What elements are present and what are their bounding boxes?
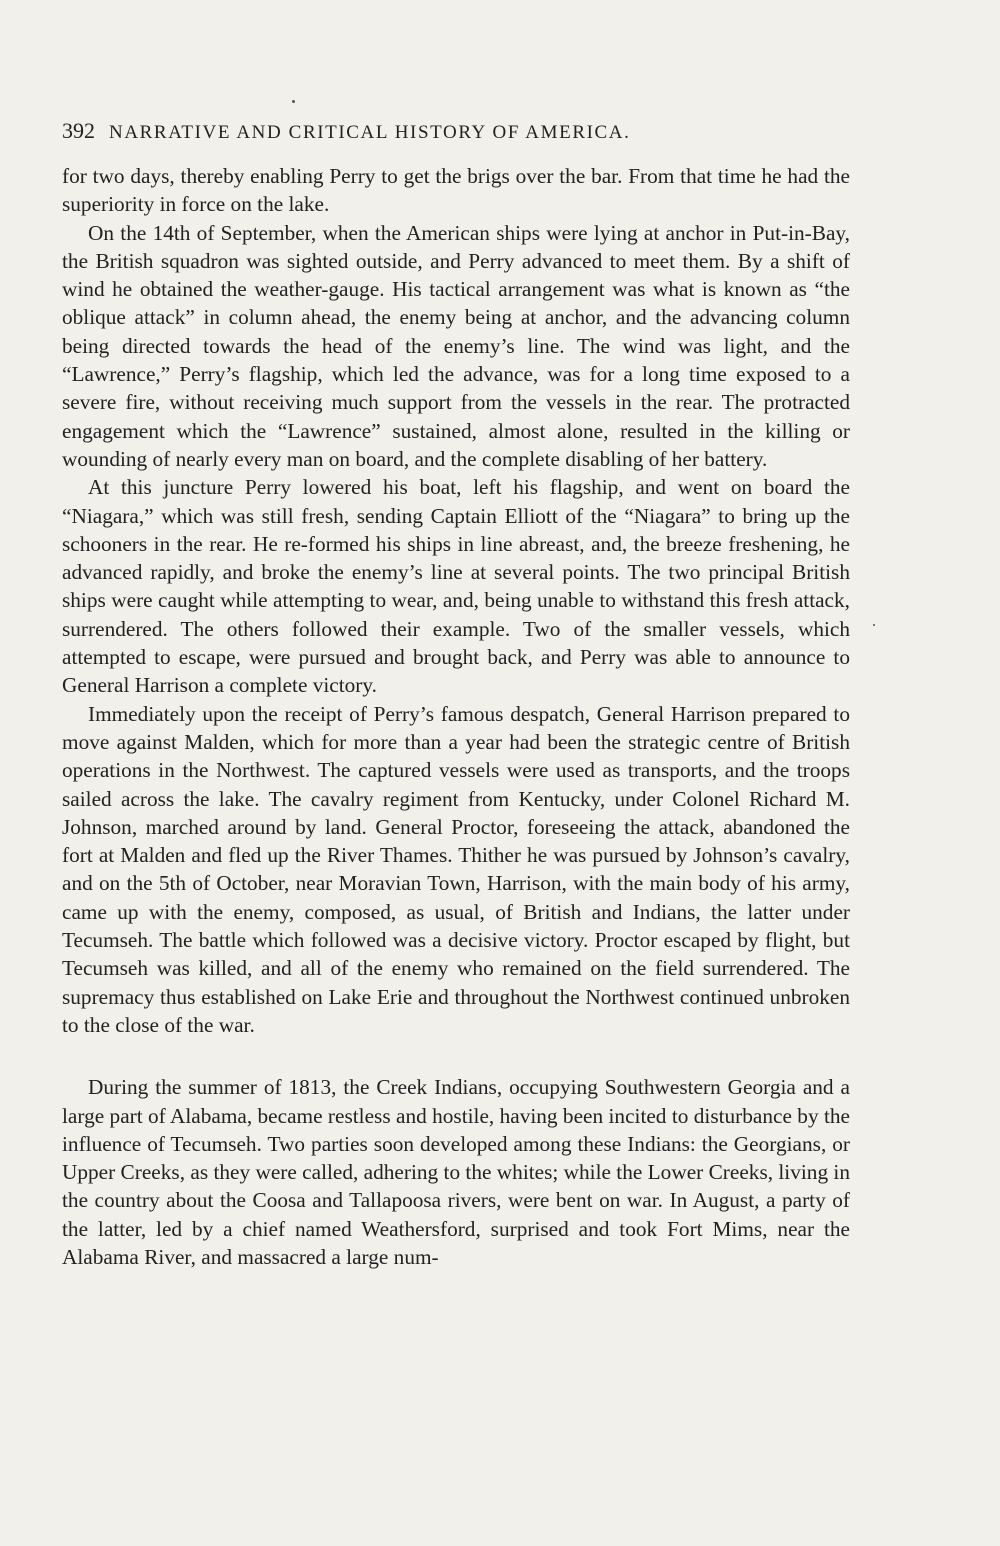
paragraph-battle-lake-erie: On the 14th of September, when the American ships were lying at anchor in Put-in-Bay, the British squadron was sighted outside, and Perry advanced to meet them. By a shift of wind he obtained the weather-gauge. His tactical arrangement was what is known as “the oblique attack” in column ahead, the enemy being at anchor, and the advancing column being directed towards the head of the enemy’s line. The wind was light, and the “Lawrence,” Perry’s flagship, which led the advance, was for a long time exposed to a severe fire, without receiving much support from the vessels in the rear. The protracted engagement which the “Lawrence” sustained, almost alone, resulted in the killing or wounding of nearly every man on board, and the complete disabling of her battery. <box>62 220 850 471</box>
body-text <box>62 162 850 1271</box>
paragraph-continuation: for two days, thereby enabling Perry to get the brigs over the bar. From that time he had the superiority in force on the lake. <box>62 164 850 217</box>
page-content <box>62 118 850 1271</box>
page-number: 392 <box>62 118 95 143</box>
paragraph-harrison-advance: Immediately upon the receipt of Perry’s famous despatch, General Harrison prepared to move against Malden, which for more than a year had been the strategic centre of British operations in the Northwest. The captured vessels were used as transports, and the troops sailed across the lake. The cavalry regiment from Kentucky, under Colonel Richard M. Johnson, marched around by land. General Proctor, foreseeing the attack, abandoned the fort at Malden and fled up the River Thames. Thither he was pursued by Johnson’s cavalry, and on the 5th of October, near Moravian Town, Harrison, with the main body of his army, came up with the enemy, composed, as usual, of British and Indians, the latter under Tecumseh. The battle which followed was a decisive victory. Proctor escaped by flight, but Tecumseh was killed, and all of the enemy who remained on the field surrendered. The supremacy thus established on Lake Erie and throughout the Northwest continued unbroken to the close of the war. <box>62 701 850 1037</box>
running-title: NARRATIVE AND CRITICAL HISTORY OF AMERICA. <box>109 122 631 143</box>
paragraph-niagara: At this juncture Perry lowered his boat, left his flagship, and went on board the “Niagara,” which was still fresh, sending Captain Elliott of the “Niagara” to bring up the schooners in the rear. He re-formed his ships in line abreast, and, the breeze freshening, he advanced rapidly, and broke the enemy’s line at several points. The two principal British ships were caught while attempting to wear, and, being unable to withstand this fresh attack, surrendered. The others followed their example. Two of the smaller vessels, which attempted to escape, were pursued and brought back, and Perry was able to announce to General Harrison a complete victory. <box>62 475 850 698</box>
paper-speck <box>873 624 875 626</box>
paper-speck <box>292 100 295 103</box>
running-head <box>62 118 850 162</box>
paragraph-creek-war: During the summer of 1813, the Creek Indians, occupying Southwestern Georgia and a large part of Alabama, became restless and hostile, having been incited to disturbance by the influence of Tecumseh. Two parties soon developed among these Indians: the Georgians, or Upper Creeks, as they were called, adhering to the whites; while the Lower Creeks, living in the country about the Coosa and Tallapoosa rivers, were bent on war. In August, a party of the latter, led by a chief named Weathersford, surprised and took Fort Mims, near the Alabama River, and massacred a large num- <box>62 1075 850 1269</box>
